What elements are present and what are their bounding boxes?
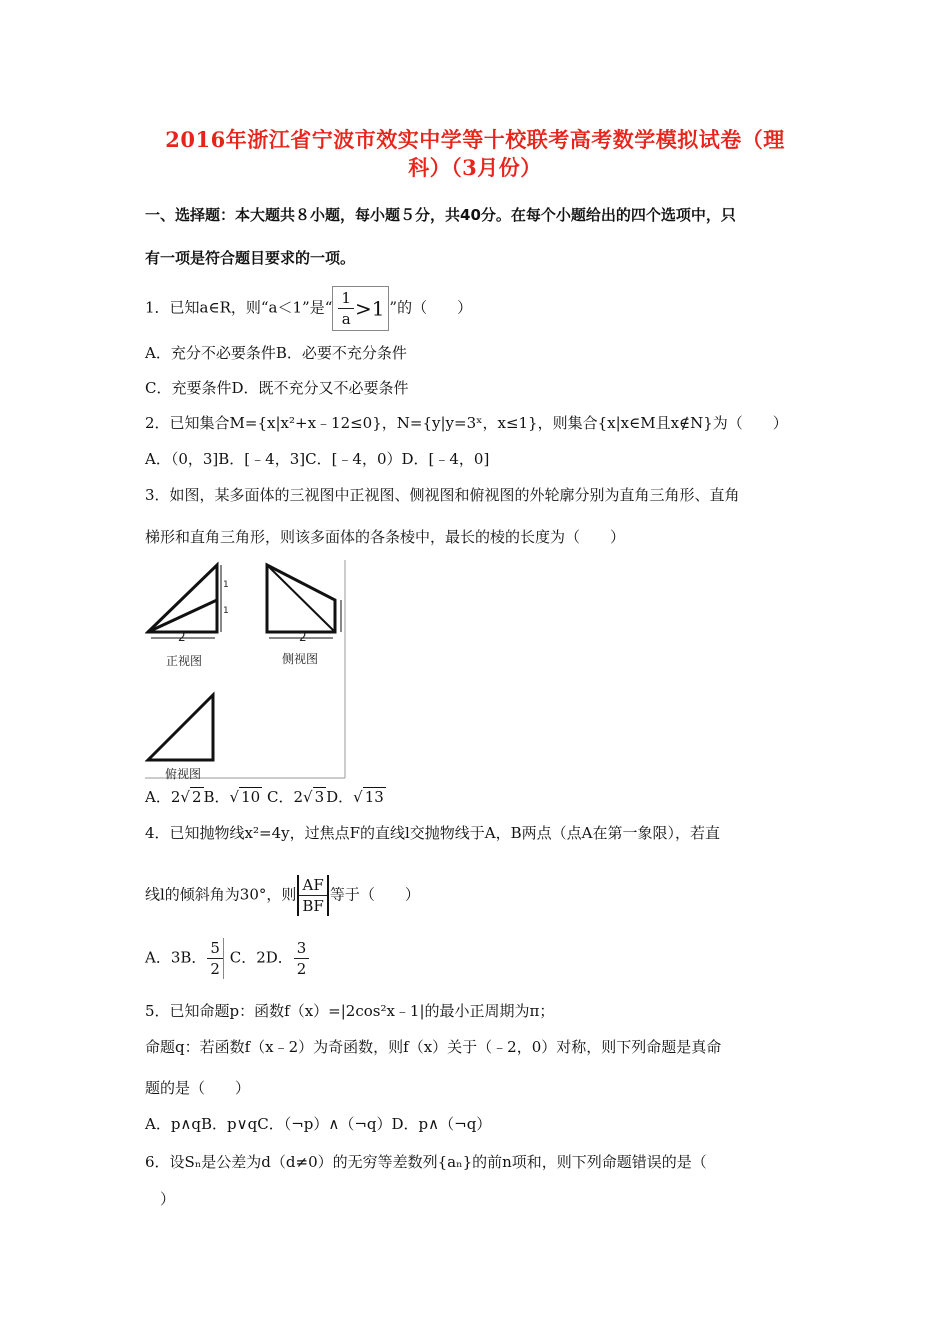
question-3-stem-line-2: 梯形和直角三角形，则该多面体的各条棱中，最长的棱的长度为（ ） [145, 528, 626, 546]
side-view-dimension: 2 [299, 630, 307, 644]
fraction-numerator: 5 [207, 938, 223, 959]
front-view-height-1: 1 [223, 580, 229, 590]
sqrt-radicand: 2 [191, 788, 202, 806]
question-5-stem-line-2: 命题q：若函数f（x﹣2）为奇函数，则f（x）关于（﹣2，0）对称，则下列命题是真命 [145, 1038, 722, 1056]
sqrt-radicand: 13 [364, 788, 384, 806]
question-5-options: A．p∧qB．p∨qC．（¬p）∧（¬q）D．p∧（¬q） [145, 1115, 492, 1133]
fraction-gt: >1 [354, 296, 385, 321]
question-6-stem-line-1: 6．设Sₙ是公差为d（d≠0）的无穷等差数列{aₙ}的前n项和，则下列命题错误的是（ [145, 1153, 707, 1171]
option-b-label: B． [203, 788, 230, 806]
question-1-fraction-image [332, 286, 389, 331]
front-view-label: 正视图 [166, 654, 203, 668]
sqrt-13-image: √ 13 [353, 788, 384, 806]
question-1-options-cd: C．充要条件D．既不充分又不必要条件 [145, 379, 409, 397]
question-4-text-pre: 线l的倾斜角为30°，则 [145, 885, 297, 904]
option-a-label: A．2 [145, 788, 181, 806]
fraction-numerator: 1 [338, 288, 354, 309]
section-heading-line-1: 一、选择题：本大题共８小题，每小题５分，共40分。在每个小题给出的四个选项中，只 [145, 206, 736, 224]
fraction-5-2 [207, 938, 224, 979]
three-view-drawing [145, 560, 350, 780]
question-2-stem: 2．已知集合M={x|x²+x﹣12≤0}，N={y|y=3ˣ，x≤1}，则集合{x|x∈M且x∉N}为（ ） [145, 414, 788, 432]
sqrt-2-image: √ 2 [180, 788, 202, 806]
front-view-height-2: 1 [223, 606, 229, 616]
question-1-text-pre: 1．已知a∈R，则“a＜1”是“ [145, 298, 333, 317]
option-ab-label: A．3B． [145, 948, 207, 967]
fraction-denominator: a [341, 310, 351, 328]
side-view-label: 侧视图 [282, 652, 319, 666]
option-cd-label: C．2D． [229, 948, 293, 967]
option-d-label: D． [326, 788, 354, 806]
section-heading-line-2: 有一项是符合题目要求的一项。 [145, 249, 356, 267]
sqrt-radicand: 3 [314, 788, 325, 806]
sqrt-10-image: √ 10 [229, 788, 261, 806]
three-view-figure [145, 560, 350, 780]
fraction-denominator: BF [302, 897, 324, 915]
question-5-stem-line-1: 5．已知命题p：函数f（x）=|2cos²x﹣1|的最小正周期为π； [145, 1002, 555, 1020]
question-2-options: A．（0，3]B．[﹣4，3]C．[﹣4，0）D．[﹣4，0] [145, 450, 490, 468]
question-4-stem-line-2 [145, 875, 420, 916]
question-1-text-post: ”的（ ） [389, 298, 473, 317]
sqrt-radicand: 10 [241, 788, 261, 806]
option-c-label: C．2 [266, 788, 303, 806]
top-view-label: 俯视图 [165, 767, 202, 781]
abs-ratio-fraction [297, 875, 328, 916]
fraction-denominator: 2 [296, 960, 307, 978]
fraction-numerator: 3 [294, 938, 310, 959]
question-1-options-ab: A．充分不必要条件B．必要不充分条件 [145, 344, 407, 362]
front-view-dimension: 2 [178, 630, 186, 644]
question-4-text-post: 等于（ ） [329, 885, 420, 904]
question-4-options [145, 938, 310, 979]
question-4-stem-line-1: 4．已知抛物线x²=4y，过焦点F的直线l交抛物线于A，B两点（点A在第一象限），若直 [145, 824, 720, 842]
exam-title-line-1: 2016年浙江省宁波市效实中学等十校联考高考数学模拟试卷（理 [165, 127, 785, 152]
question-3-options [145, 786, 386, 807]
fraction-numerator: AF [299, 875, 326, 896]
exam-title-line-2: 科）（3月份） [408, 155, 542, 180]
fraction-denominator: 2 [210, 960, 220, 978]
question-5-stem-line-3: 题的是（ ） [145, 1079, 251, 1097]
sqrt-3-image: √ 3 [303, 788, 325, 806]
fraction-3-2 [294, 938, 310, 979]
question-3-stem-line-1: 3．如图，某多面体的三视图中正视图、侧视图和俯视图的外轮廓分别为直角三角形、直角 [145, 486, 740, 504]
question-1-stem [145, 286, 472, 331]
question-6-stem-line-2: ） [160, 1190, 176, 1208]
